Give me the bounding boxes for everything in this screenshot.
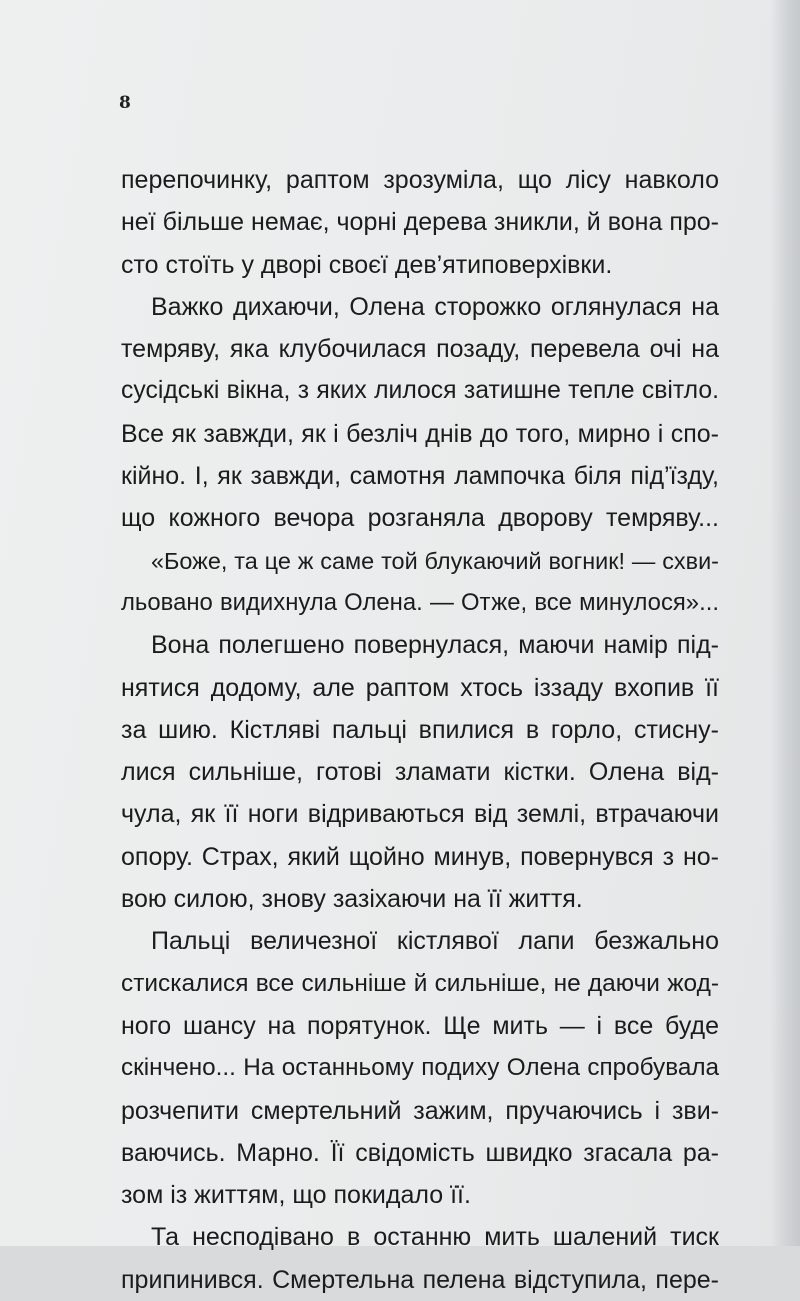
text-line: нятися додому, але раптом хтось іззаду вхопив її xyxy=(121,673,719,702)
text-line: Вона полегшено повернулася, маючи намір під- xyxy=(151,631,719,660)
text-line: припинився. Смертельна пелена відступила, пере- xyxy=(121,1265,719,1294)
paragraph-1 xyxy=(121,159,719,286)
body-text xyxy=(121,159,719,1301)
text-line: вою силою, знову зазіхаючи на її життя. xyxy=(121,885,583,914)
paragraph-2 xyxy=(121,286,719,540)
paragraph-3 xyxy=(121,540,719,625)
text-line: перепочинку, раптом зрозуміла, що лісу навколо xyxy=(121,166,719,194)
page-number: 8 xyxy=(119,93,131,113)
text-line: кійно. І, як завжди, самотня лампочка біля під’їзду, xyxy=(121,462,719,491)
text-line: сусідські вікна, з яких лилося затишне тепле світло. xyxy=(121,377,719,405)
text-line: Та несподівано в останню мить шалений тиск xyxy=(151,1223,719,1252)
page-edge-shadow xyxy=(770,0,800,1246)
text-line: лися сильніше, готові зламати кістки. Олена від- xyxy=(121,758,719,787)
text-line: за шию. Кістляві пальці впилися в горло, стисну- xyxy=(121,715,719,744)
text-line: Важко дихаючи, Олена сторожко оглянулася на xyxy=(151,292,719,321)
text-line: ваючись. Марно. Її свідомість швидко згасала ра- xyxy=(121,1138,719,1167)
text-line: опору. Страх, який щойно минув, повернувся з но- xyxy=(121,842,719,871)
text-line: сто стоїть у дворі своєї дев’ятиповерхівки. xyxy=(121,250,613,279)
text-line: Пальці величезної кістлявої лапи безжально xyxy=(151,927,719,956)
text-line: Все як завжди, як і безліч днів до того, мирно і спо- xyxy=(121,419,719,448)
text-line: зом із життям, що покидало її. xyxy=(121,1181,471,1210)
paragraph-5 xyxy=(121,920,719,1216)
text-line: ного шансу на порятунок. Ще мить — і все буде xyxy=(121,1011,719,1040)
text-line: льовано видихнула Олена. — Отже, все минулося»... xyxy=(121,588,719,616)
text-line: стискалися все сильніше й сильніше, не даючи жод- xyxy=(121,969,719,997)
text-line: розчепити смертельний зажим, пручаючись і зви- xyxy=(121,1096,719,1125)
text-line: темряву, яка клубочилася позаду, перевела очі на xyxy=(121,335,719,364)
text-line: неї більше немає, чорні дерева зникли, й вона про- xyxy=(121,208,719,237)
text-line: чула, як її ноги відриваються від землі, втрачаючи xyxy=(121,800,719,829)
paragraph-6 xyxy=(121,1216,719,1301)
paragraph-4 xyxy=(121,624,719,920)
text-line: «Боже, та це ж саме той блукаючий вогник! — схви- xyxy=(151,547,719,574)
text-line: скінчено... На останньому подиху Олена спробувала xyxy=(121,1054,719,1082)
text-line: що кожного вечора розганяла дворову темряву... xyxy=(121,504,719,533)
